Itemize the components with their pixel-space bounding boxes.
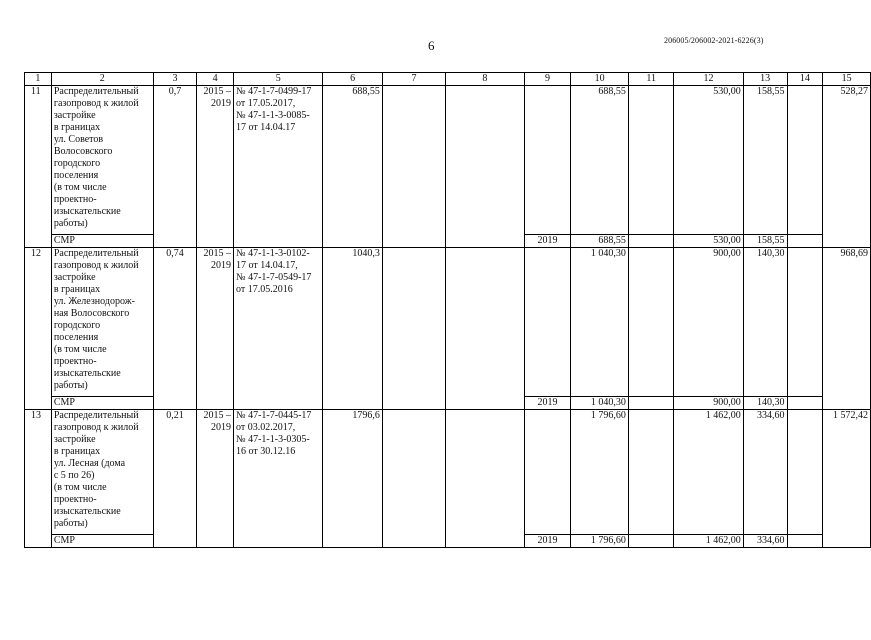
- smr-col11-cell: [628, 235, 673, 248]
- object-name-cell-line: поселения: [53, 170, 99, 181]
- table-row: [25, 410, 871, 535]
- smr-label-cell: СМР: [51, 235, 153, 248]
- smr-label-cell: СМР: [51, 397, 153, 410]
- permit-cell: [234, 410, 323, 548]
- object-name-cell: [51, 410, 153, 535]
- col11-cell: [628, 248, 673, 397]
- object-name-cell-line: в границах: [53, 446, 101, 457]
- permit-cell-line: № 47-1-7-0549-17: [236, 272, 312, 283]
- smr-col13-cell: 334,60: [743, 535, 787, 548]
- period-cell-line: 2015 –: [203, 248, 232, 259]
- object-name-cell-line: изыскательские: [53, 206, 121, 217]
- col11-cell: [628, 410, 673, 535]
- object-name-cell-line: поселения: [53, 332, 99, 343]
- period-cell-line: 2015 –: [203, 410, 232, 421]
- total-cell: 688,55: [571, 86, 629, 235]
- header-cell: 7: [382, 73, 445, 86]
- total-cell: 1 040,30: [571, 248, 629, 397]
- header-cell: 1: [25, 73, 52, 86]
- permit-cell-line: от 17.05.2016: [236, 284, 293, 295]
- object-name-cell-line: ная Волосовского: [53, 308, 130, 319]
- period-cell-line: 2019: [211, 422, 232, 433]
- length-cell: 0,21: [153, 410, 197, 548]
- smr-year-cell: 2019: [524, 235, 571, 248]
- col12-cell: 900,00: [674, 248, 743, 397]
- page-number: 6: [428, 38, 435, 53]
- period-cell-line: 2019: [211, 260, 232, 271]
- permit-cell-line: 16 от 30.12.16: [236, 446, 296, 457]
- object-name-cell-line: городского: [53, 320, 101, 331]
- col8-cell: [445, 248, 524, 410]
- col7-cell: [382, 410, 445, 548]
- document-id: 206005/206002-2021-6226(3): [664, 36, 764, 45]
- col13-cell: 158,55: [743, 86, 787, 235]
- object-name-cell-line: в границах: [53, 284, 101, 295]
- permit-cell-line: 17 от 14.04.17,: [236, 260, 298, 271]
- col8-cell: [445, 86, 524, 248]
- header-cell: 2: [51, 73, 153, 86]
- smr-col11-cell: [628, 397, 673, 410]
- object-name-cell-line: работы): [53, 518, 88, 529]
- object-name-cell-line: (в том числе: [53, 482, 107, 493]
- header-cell: 5: [234, 73, 323, 86]
- col12-cell: 530,00: [674, 86, 743, 235]
- header-cell: 10: [571, 73, 629, 86]
- year-cell: [524, 410, 571, 535]
- object-name-cell-line: работы): [53, 218, 88, 229]
- table-row: [25, 248, 871, 397]
- header-cell: 3: [153, 73, 197, 86]
- object-name-cell-line: работы): [53, 380, 88, 391]
- permit-cell-line: № 47-1-7-0499-17: [236, 86, 312, 97]
- period-cell: [197, 248, 234, 410]
- header-cell: 15: [823, 73, 871, 86]
- object-name-cell-line: Распределительный: [53, 248, 139, 259]
- year-cell: [524, 86, 571, 235]
- smr-col11-cell: [628, 535, 673, 548]
- smr-total-cell: 688,55: [571, 235, 629, 248]
- object-name-cell: [51, 86, 153, 235]
- header-cell: 12: [674, 73, 743, 86]
- object-name-cell-line: газопровод к жилой: [53, 98, 139, 109]
- permit-cell: [234, 248, 323, 410]
- header-cell: 9: [524, 73, 571, 86]
- object-name-cell-line: ул. Лесная (дома: [53, 458, 126, 469]
- header-cell: 8: [445, 73, 524, 86]
- length-cell: 0,74: [153, 248, 197, 410]
- smr-year-cell: 2019: [524, 535, 571, 548]
- object-name-cell-line: изыскательские: [53, 368, 121, 379]
- table-row: [25, 86, 871, 235]
- length-cell: 0,7: [153, 86, 197, 248]
- smr-col12-cell: 900,00: [674, 397, 743, 410]
- col13-cell: 140,30: [743, 248, 787, 397]
- object-name-cell-line: газопровод к жилой: [53, 422, 139, 433]
- object-name-cell-line: в границах: [53, 122, 101, 133]
- col7-cell: [382, 86, 445, 248]
- object-name-cell-line: (в том числе: [53, 182, 107, 193]
- smr-total-cell: 1 040,30: [571, 397, 629, 410]
- permit-cell-line: № 47-1-1-3-0305-: [236, 434, 310, 445]
- row-number-cell: 12: [25, 248, 52, 410]
- object-name-cell-line: с 5 по 26): [53, 470, 95, 481]
- smr-col13-cell: 158,55: [743, 235, 787, 248]
- object-name-cell-line: Распределительный: [53, 86, 139, 97]
- year-cell: [524, 248, 571, 397]
- object-name-cell-line: ул. Железнодорож-: [53, 296, 135, 307]
- smr-total-cell: 1 796,60: [571, 535, 629, 548]
- smr-col13-cell: 140,30: [743, 397, 787, 410]
- col15-cell: 1 572,42: [823, 410, 871, 548]
- permit-cell-line: № 47-1-7-0445-17: [236, 410, 312, 421]
- smr-col12-cell: 530,00: [674, 235, 743, 248]
- object-name-cell-line: Распределительный: [53, 410, 139, 421]
- header-cell: 6: [323, 73, 383, 86]
- object-name-cell-line: Волосовского: [53, 146, 113, 157]
- col15-cell: 968,69: [823, 248, 871, 410]
- object-name-cell-line: ул. Советов: [53, 134, 104, 145]
- col14-cell: [787, 410, 823, 535]
- col12-cell: 1 462,00: [674, 410, 743, 535]
- data-table: [24, 72, 871, 548]
- header-cell: 11: [628, 73, 673, 86]
- permit-cell-line: № 47-1-1-3-0085-: [236, 110, 310, 121]
- cost-cell: 1796,6: [323, 410, 383, 548]
- col13-cell: 334,60: [743, 410, 787, 535]
- header-cell: 13: [743, 73, 787, 86]
- smr-col14-cell: [787, 397, 823, 410]
- object-name-cell-line: застройке: [53, 110, 96, 121]
- total-cell: 1 796,60: [571, 410, 629, 535]
- period-cell-line: 2015 –: [203, 86, 232, 97]
- header-row: [25, 73, 871, 86]
- cost-cell: 688,55: [323, 86, 383, 248]
- object-name-cell-line: застройке: [53, 272, 96, 283]
- permit-cell-line: от 03.02.2017,: [236, 422, 296, 433]
- period-cell-line: 2019: [211, 98, 232, 109]
- permit-cell-line: № 47-1-1-3-0102-: [236, 248, 310, 259]
- object-name-cell-line: (в том числе: [53, 344, 107, 355]
- smr-label-cell: СМР: [51, 535, 153, 548]
- cost-cell: 1040,3: [323, 248, 383, 410]
- permit-cell-line: 17 от 14.04.17: [236, 122, 296, 133]
- object-name-cell-line: городского: [53, 158, 101, 169]
- permit-cell-line: от 17.05.2017,: [236, 98, 296, 109]
- object-name-cell-line: газопровод к жилой: [53, 260, 139, 271]
- header-cell: 4: [197, 73, 234, 86]
- row-number-cell: 11: [25, 86, 52, 248]
- object-name-cell: [51, 248, 153, 397]
- object-name-cell-line: проектно-: [53, 356, 97, 367]
- smr-col14-cell: [787, 235, 823, 248]
- col14-cell: [787, 86, 823, 235]
- smr-col14-cell: [787, 535, 823, 548]
- period-cell: [197, 86, 234, 248]
- smr-year-cell: 2019: [524, 397, 571, 410]
- col14-cell: [787, 248, 823, 397]
- period-cell: [197, 410, 234, 548]
- object-name-cell-line: проектно-: [53, 494, 97, 505]
- row-number-cell: 13: [25, 410, 52, 548]
- col7-cell: [382, 248, 445, 410]
- object-name-cell-line: застройке: [53, 434, 96, 445]
- smr-col12-cell: 1 462,00: [674, 535, 743, 548]
- permit-cell: [234, 86, 323, 248]
- object-name-cell-line: проектно-: [53, 194, 97, 205]
- col15-cell: 528,27: [823, 86, 871, 248]
- object-name-cell-line: изыскательские: [53, 506, 121, 517]
- header-cell: 14: [787, 73, 823, 86]
- col11-cell: [628, 86, 673, 235]
- col8-cell: [445, 410, 524, 548]
